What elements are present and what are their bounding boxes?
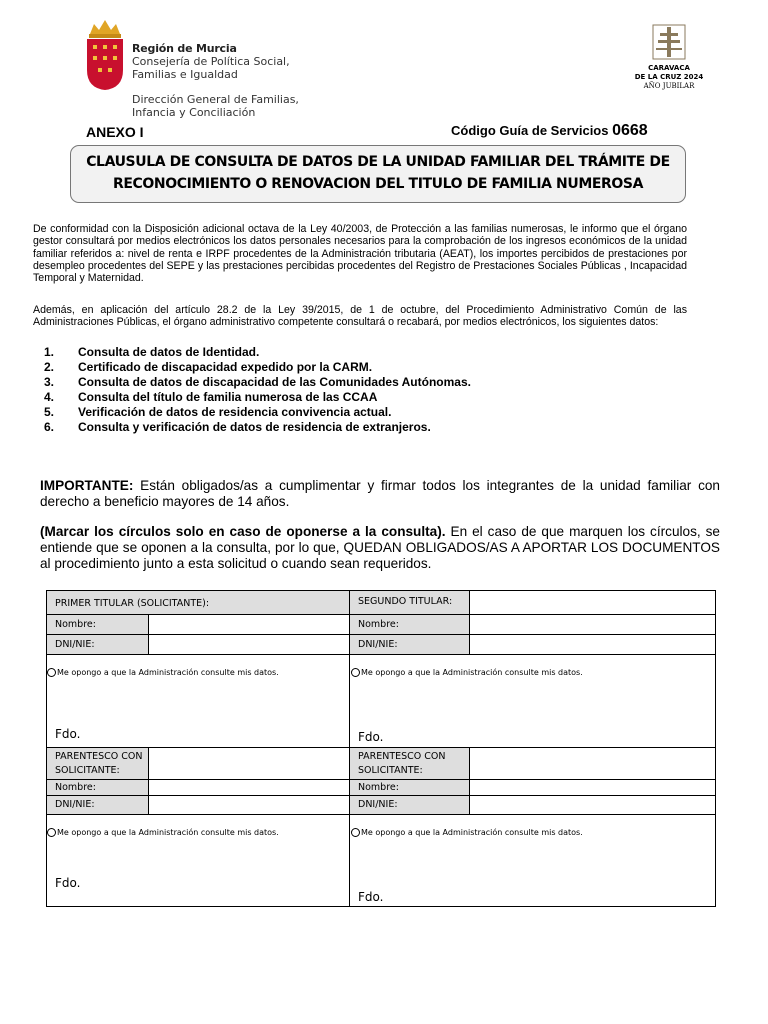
second-holder-input[interactable] — [469, 590, 716, 615]
org-name: Región de Murcia — [132, 42, 237, 55]
member4-name-input[interactable] — [469, 779, 716, 796]
second-holder-signature-box[interactable]: Me opongo a que la Administración consulte mis datos. Fdo. — [349, 654, 716, 748]
oppose-checkbox[interactable]: Me opongo a que la Administración consulte mis datos. — [47, 668, 279, 677]
guide-code-number: 0668 — [612, 122, 648, 139]
radio-circle-icon[interactable] — [351, 668, 360, 677]
document-title-line1: CLAUSULA DE CONSULTA DE DATOS DE LA UNIDAD FAMILIAR DEL TRÁMITE DE — [86, 154, 670, 170]
oppose-checkbox[interactable]: Me opongo a que la Administración consulte mis datos. — [47, 828, 279, 837]
caravaca-line2: DE LA CRUZ 2024 — [634, 73, 704, 81]
member3-name-input[interactable] — [148, 779, 350, 796]
second-holder-name-input[interactable] — [469, 614, 716, 635]
member4-relationship-input[interactable] — [469, 747, 716, 780]
member4-dni-input[interactable] — [469, 795, 716, 815]
oppose-checkbox[interactable]: Me opongo a que la Administración consulte mis datos. — [351, 668, 583, 677]
caravaca-line3: AÑO JUBILAR — [643, 82, 695, 90]
member3-dni-input[interactable] — [148, 795, 350, 815]
caravaca-cross-icon — [652, 24, 686, 60]
member3-signature-box[interactable]: Me opongo a que la Administración consulte mis datos. Fdo. — [46, 814, 350, 907]
member3-relationship-input[interactable] — [148, 747, 350, 780]
member4-signature-box[interactable]: Me opongo a que la Administración consulte mis datos. Fdo. — [349, 814, 716, 907]
marcar-text: En el caso de que marquen los círculos, se entiende que se oponen a la consulta, por lo que, QUEDAN OBLIGADOS/AS A APORTAR LOS DOCUMENTOS al procedimiento junto a esta solicitud o cuando sean requeridos. — [40, 524, 720, 571]
document-title-line2: RECONOCIMIENTO O RENOVACION DEL TITULO DE FAMILIA NUMEROSA — [112, 176, 644, 192]
second-holder-header: SEGUNDO TITULAR: — [349, 590, 470, 615]
dni-label-cell: DNI/NIE: — [46, 795, 149, 815]
first-holder-dni-input[interactable] — [148, 634, 350, 655]
second-holder-dni-input[interactable] — [469, 634, 716, 655]
marcar-notice — [40, 524, 720, 572]
important-notice — [40, 478, 720, 510]
paragraph-ley-39-2015: Además, en aplicación del artículo 28.2 de la Ley 39/2015, de 1 de octubre, del Procedimiento Administrativo Común de las Administraciones Públicas, el órgano administrativo competente consultará o recabará, por medios electrónicos, los siguientes datos: — [33, 304, 687, 329]
relationship-label-cell: PARENTESCO CON SOLICITANTE: — [46, 747, 149, 780]
guide-code-label: Código Guía de Servicios — [451, 123, 609, 138]
guide-code — [451, 122, 648, 140]
org-direccion-line1: Dirección General de Familias, — [132, 93, 299, 106]
important-text: Están obligados/as a cumplimentar y firmar todos los integrantes de la unidad familiar con derecho a beneficio mayores de 14 años. — [40, 478, 720, 509]
family-members-form — [46, 590, 716, 907]
name-label-cell: Nombre: — [349, 779, 470, 796]
important-label: IMPORTANTE: — [40, 478, 134, 493]
paragraph-ley-40-2003: De conformidad con la Disposición adicional octava de la Ley 40/2003, de Protección a las familias numerosas, le informo que el órgano gestor consultará por medios electrónicos los datos personales necesarios para la comprobación de los ingresos económicos de la unidad familiar referidos a: nivel de renta e IRPF procedentes de la Administración tributaria (AEAT), los importes percibidos de prestaciones por desempleo procedentes del SEPE y las prestaciones percibidas procedentes del Registro de Prestaciones Sociales Públicas , Incapacidad Temporal y Maternidad. — [33, 223, 687, 285]
first-holder-header: PRIMER TITULAR (SOLICITANTE): — [46, 590, 350, 615]
org-consejeria-line2: Familias e Igualdad — [132, 68, 238, 81]
name-label-cell: Nombre: — [349, 614, 470, 635]
dni-label-cell: DNI/NIE: — [349, 634, 470, 655]
name-label-cell: Nombre: — [46, 614, 149, 635]
marcar-bold: (Marcar los círculos solo en caso de oponerse a la consulta). — [40, 524, 446, 539]
region-de-murcia-crest-icon — [84, 18, 126, 92]
radio-circle-icon[interactable] — [351, 828, 360, 837]
relationship-label-cell: PARENTESCO CON SOLICITANTE: — [349, 747, 470, 780]
org-direccion-line2: Infancia y Conciliación — [132, 106, 256, 119]
first-holder-name-input[interactable] — [148, 614, 350, 635]
name-label-cell: Nombre: — [46, 779, 149, 796]
radio-circle-icon[interactable] — [47, 828, 56, 837]
radio-circle-icon[interactable] — [47, 668, 56, 677]
oppose-checkbox[interactable]: Me opongo a que la Administración consulte mis datos. — [351, 828, 583, 837]
dni-label-cell: DNI/NIE: — [46, 634, 149, 655]
first-holder-signature-box[interactable]: Me opongo a que la Administración consulte mis datos. Fdo. — [46, 654, 350, 748]
annex-label: ANEXO I — [86, 124, 144, 140]
dni-label-cell: DNI/NIE: — [349, 795, 470, 815]
org-consejeria-line1: Consejería de Política Social, — [132, 55, 290, 68]
caravaca-line1: CARAVACA — [648, 64, 690, 72]
